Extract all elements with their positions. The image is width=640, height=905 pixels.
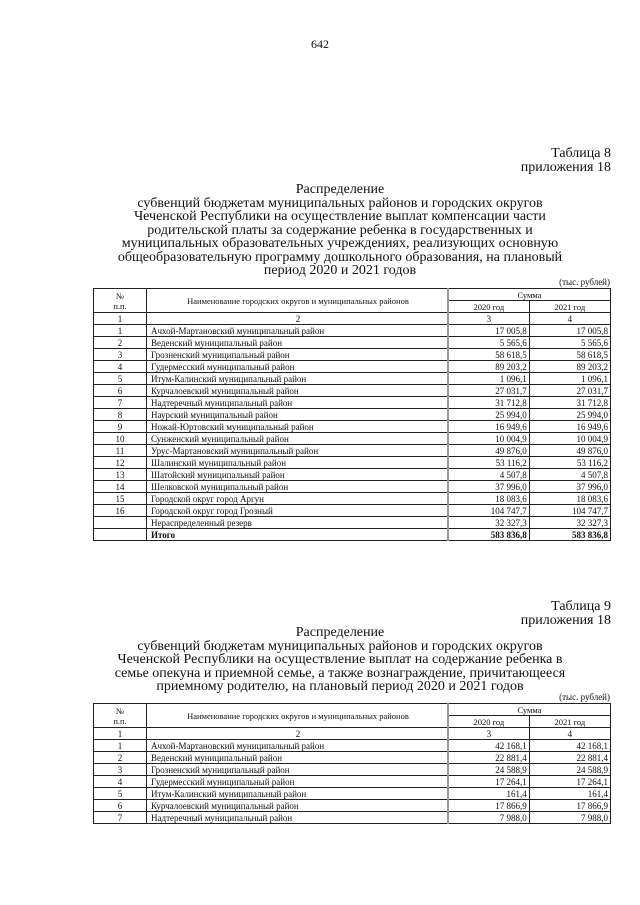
row-value-2020: 89 203,2 bbox=[448, 361, 529, 373]
col-number: 4 bbox=[529, 728, 610, 740]
row-value-2021: 42 168,1 bbox=[529, 740, 610, 752]
row-value-2021: 22 881,4 bbox=[529, 752, 610, 764]
table8-units: (тыс. рублей) bbox=[559, 277, 610, 287]
row-value-2021: 5 565,6 bbox=[529, 337, 610, 349]
row-value-2021: 58 618,5 bbox=[529, 349, 610, 361]
table8-title bbox=[80, 183, 600, 278]
row-value-2021: 49 876,0 bbox=[529, 445, 610, 457]
row-name: Ачхой-Мартановский муниципальный район bbox=[147, 740, 449, 752]
row-value-2020: 4 507,8 bbox=[448, 469, 529, 481]
table8-label-line1: Таблица 8 bbox=[551, 146, 611, 161]
col-number: 3 bbox=[448, 313, 529, 325]
header-2021: 2021 год bbox=[529, 716, 610, 728]
row-value-2021: 53 116,2 bbox=[529, 457, 610, 469]
row-number: 15 bbox=[94, 493, 147, 505]
row-value-2020: 37 996,0 bbox=[448, 481, 529, 493]
table-row bbox=[94, 764, 611, 776]
row-number: 13 bbox=[94, 469, 147, 481]
row-value-2020: 16 949,6 bbox=[448, 421, 529, 433]
row-value-2021: 18 083,6 bbox=[529, 493, 610, 505]
row-value-2020: 5 565,6 bbox=[448, 337, 529, 349]
table-row bbox=[94, 361, 611, 373]
row-value-2021: 16 949,6 bbox=[529, 421, 610, 433]
row-name: Урус-Мартановский муниципальный район bbox=[147, 445, 449, 457]
row-value-2021: 7 988,0 bbox=[529, 812, 610, 824]
col-number: 3 bbox=[448, 728, 529, 740]
row-value-2021: 24 588,9 bbox=[529, 764, 610, 776]
row-value-2021: 27 031,7 bbox=[529, 385, 610, 397]
row-value-2021: 104 747,7 bbox=[529, 505, 610, 517]
row-number: 14 bbox=[94, 481, 147, 493]
header-2020: 2020 год bbox=[448, 716, 529, 728]
row-value-2020: 31 712,8 bbox=[448, 397, 529, 409]
col-number: 2 bbox=[147, 728, 449, 740]
row-value-2020: 18 083,6 bbox=[448, 493, 529, 505]
header-num: № п.п. bbox=[94, 704, 147, 728]
row-value-2020: 24 588,9 bbox=[448, 764, 529, 776]
row-name: Городской округ город Грозный bbox=[147, 505, 449, 517]
col-number: 1 bbox=[94, 728, 147, 740]
row-name: Надтеречный муниципальный район bbox=[147, 812, 449, 824]
row-name: Наурский муниципальный район bbox=[147, 409, 449, 421]
row-value-2020: 53 116,2 bbox=[448, 457, 529, 469]
table-row bbox=[94, 325, 611, 337]
row-number: 7 bbox=[94, 812, 147, 824]
row-number: 6 bbox=[94, 385, 147, 397]
row-name: Сунженский муниципальный район bbox=[147, 433, 449, 445]
row-value-2021: 10 004,9 bbox=[529, 433, 610, 445]
header-2021: 2021 год bbox=[529, 301, 610, 313]
row-number: 8 bbox=[94, 409, 147, 421]
table-row bbox=[94, 385, 611, 397]
table9-label-line2: приложения 18 bbox=[520, 613, 611, 628]
table-row bbox=[94, 397, 611, 409]
row-number: 11 bbox=[94, 445, 147, 457]
row-name: Городской округ город Аргун bbox=[147, 493, 449, 505]
title-line: Чеченской Республики на осуществление выплат на содержание ребенка в bbox=[117, 652, 563, 667]
title-line: общеобразовательную программу дошкольного образования, на плановый bbox=[117, 249, 563, 265]
table8-label-line2: приложения 18 bbox=[520, 160, 611, 175]
row-value-2020: 7 988,0 bbox=[448, 812, 529, 824]
title-line: субвенций бюджетам муниципальных районов и городских округов bbox=[137, 638, 543, 654]
row-number: 5 bbox=[94, 788, 147, 800]
col-number: 4 bbox=[529, 313, 610, 325]
row-value-2021: 161,4 bbox=[529, 788, 610, 800]
row-number: 6 bbox=[94, 800, 147, 812]
row-value-2021: 17 005,8 bbox=[529, 325, 610, 337]
total-label: Итого bbox=[147, 529, 449, 541]
table8 bbox=[93, 288, 611, 541]
row-number: 2 bbox=[94, 337, 147, 349]
row-value-2021: 32 327,3 bbox=[529, 517, 610, 529]
row-value-2021: 4 507,8 bbox=[529, 469, 610, 481]
table9-label bbox=[521, 600, 611, 628]
header-num: № п.п. bbox=[94, 289, 147, 313]
row-name: Курчалоевский муниципальный район bbox=[147, 800, 449, 812]
header-sum: Сумма bbox=[448, 704, 611, 716]
row-name: Итум-Калинский муниципальный район bbox=[147, 788, 449, 800]
table-row bbox=[94, 349, 611, 361]
title-line: Чеченской Республики на осуществление выплат компенсации части bbox=[134, 209, 546, 224]
row-number: 3 bbox=[94, 349, 147, 361]
row-number: 3 bbox=[94, 764, 147, 776]
title-line: родительской платы за содержание ребенка в государственных и bbox=[147, 222, 533, 238]
table9-title bbox=[80, 626, 600, 694]
row-value-2020: 17 866,9 bbox=[448, 800, 529, 812]
title-line: приемному родителю, на плановый период 2020 и 2021 годов bbox=[156, 679, 524, 694]
row-name: Ножай-Юртовский муниципальный район bbox=[147, 421, 449, 433]
table-row bbox=[94, 800, 611, 812]
row-value-2021: 89 203,2 bbox=[529, 361, 610, 373]
row-value-2021: 37 996,0 bbox=[529, 481, 610, 493]
row-number: 16 bbox=[94, 505, 147, 517]
row-name: Надтеречный муниципальный район bbox=[147, 397, 449, 409]
row-number: 9 bbox=[94, 421, 147, 433]
row-name: Итум-Калинский муниципальный район bbox=[147, 373, 449, 385]
table-row bbox=[94, 409, 611, 421]
table-row bbox=[94, 812, 611, 824]
row-name: Нераспределенный резерв bbox=[147, 517, 449, 529]
row-number: 1 bbox=[94, 740, 147, 752]
row-value-2020: 104 747,7 bbox=[448, 505, 529, 517]
table-row bbox=[94, 469, 611, 481]
row-number bbox=[94, 517, 147, 529]
table-row bbox=[94, 740, 611, 752]
row-name: Курчалоевский муниципальный район bbox=[147, 385, 449, 397]
col-number: 2 bbox=[147, 313, 449, 325]
table9-units: (тыс. рублей) bbox=[559, 692, 610, 702]
row-value-2020: 32 327,3 bbox=[448, 517, 529, 529]
row-name: Ачхой-Мартановский муниципальный район bbox=[147, 325, 449, 337]
table-row bbox=[94, 421, 611, 433]
row-value-2020: 42 168,1 bbox=[448, 740, 529, 752]
row-value-2020: 49 876,0 bbox=[448, 445, 529, 457]
row-value-2021: 1 096,1 bbox=[529, 373, 610, 385]
title-line: семье опекуна и приемной семье, а также вознаграждение, причитающееся bbox=[114, 665, 566, 681]
row-value-2021: 17 264,1 bbox=[529, 776, 610, 788]
row-number: 2 bbox=[94, 752, 147, 764]
row-value-2020: 22 881,4 bbox=[448, 752, 529, 764]
table-row bbox=[94, 493, 611, 505]
row-value-2020: 17 264,1 bbox=[448, 776, 529, 788]
table-row bbox=[94, 481, 611, 493]
row-name: Шалинский муниципальный район bbox=[147, 457, 449, 469]
row-name: Шелковской муниципальный район bbox=[147, 481, 449, 493]
row-number: 7 bbox=[94, 397, 147, 409]
title-line: Распределение bbox=[295, 625, 385, 640]
table-row bbox=[94, 788, 611, 800]
table-row bbox=[94, 505, 611, 517]
row-value-2020: 25 994,0 bbox=[448, 409, 529, 421]
table-row bbox=[94, 752, 611, 764]
row-name: Веденский муниципальный район bbox=[147, 337, 449, 349]
table8-total-row bbox=[94, 529, 611, 541]
table8-label bbox=[521, 147, 611, 175]
row-value-2020: 27 031,7 bbox=[448, 385, 529, 397]
row-value-2020: 17 005,8 bbox=[448, 325, 529, 337]
table-row bbox=[94, 433, 611, 445]
table-row bbox=[94, 776, 611, 788]
title-line: муниципальных образовательных учреждениях, реализующих основную bbox=[121, 236, 559, 251]
total-2020: 583 836,8 bbox=[448, 529, 529, 541]
table-row bbox=[94, 337, 611, 349]
header-sum: Сумма bbox=[448, 289, 611, 301]
header-2020: 2020 год bbox=[448, 301, 529, 313]
row-number: 10 bbox=[94, 433, 147, 445]
row-number: 5 bbox=[94, 373, 147, 385]
header-name: Наименование городских округов и муниципальных районов bbox=[147, 704, 449, 728]
table-row bbox=[94, 517, 611, 529]
row-number: 12 bbox=[94, 457, 147, 469]
table-row bbox=[94, 373, 611, 385]
title-line: Распределение bbox=[295, 182, 385, 197]
row-value-2020: 58 618,5 bbox=[448, 349, 529, 361]
row-value-2020: 1 096,1 bbox=[448, 373, 529, 385]
row-name: Веденский муниципальный район bbox=[147, 752, 449, 764]
row-name: Грозненский муниципальный район bbox=[147, 764, 449, 776]
row-name: Гудермесский муниципальный район bbox=[147, 776, 449, 788]
table-row bbox=[94, 457, 611, 469]
table-row bbox=[94, 445, 611, 457]
row-number: 4 bbox=[94, 776, 147, 788]
row-value-2020: 10 004,9 bbox=[448, 433, 529, 445]
row-name: Гудермесский муниципальный район bbox=[147, 361, 449, 373]
header-name: Наименование городских округов и муниципальных районов bbox=[147, 289, 449, 313]
row-number: 4 bbox=[94, 361, 147, 373]
row-value-2020: 161,4 bbox=[448, 788, 529, 800]
row-name: Грозненский муниципальный район bbox=[147, 349, 449, 361]
row-number: 1 bbox=[94, 325, 147, 337]
title-line: период 2020 и 2021 годов bbox=[263, 263, 417, 278]
table9 bbox=[93, 703, 611, 824]
total-2021: 583 836,8 bbox=[529, 529, 610, 541]
table9-label-line1: Таблица 9 bbox=[551, 599, 611, 614]
row-value-2021: 31 712,8 bbox=[529, 397, 610, 409]
row-value-2021: 17 866,9 bbox=[529, 800, 610, 812]
col-number: 1 bbox=[94, 313, 147, 325]
page-number: 642 bbox=[311, 37, 329, 51]
title-line: субвенций бюджетам муниципальных районов и городских округов bbox=[137, 195, 543, 211]
row-name: Шатойский муниципальный район bbox=[147, 469, 449, 481]
row-value-2021: 25 994,0 bbox=[529, 409, 610, 421]
